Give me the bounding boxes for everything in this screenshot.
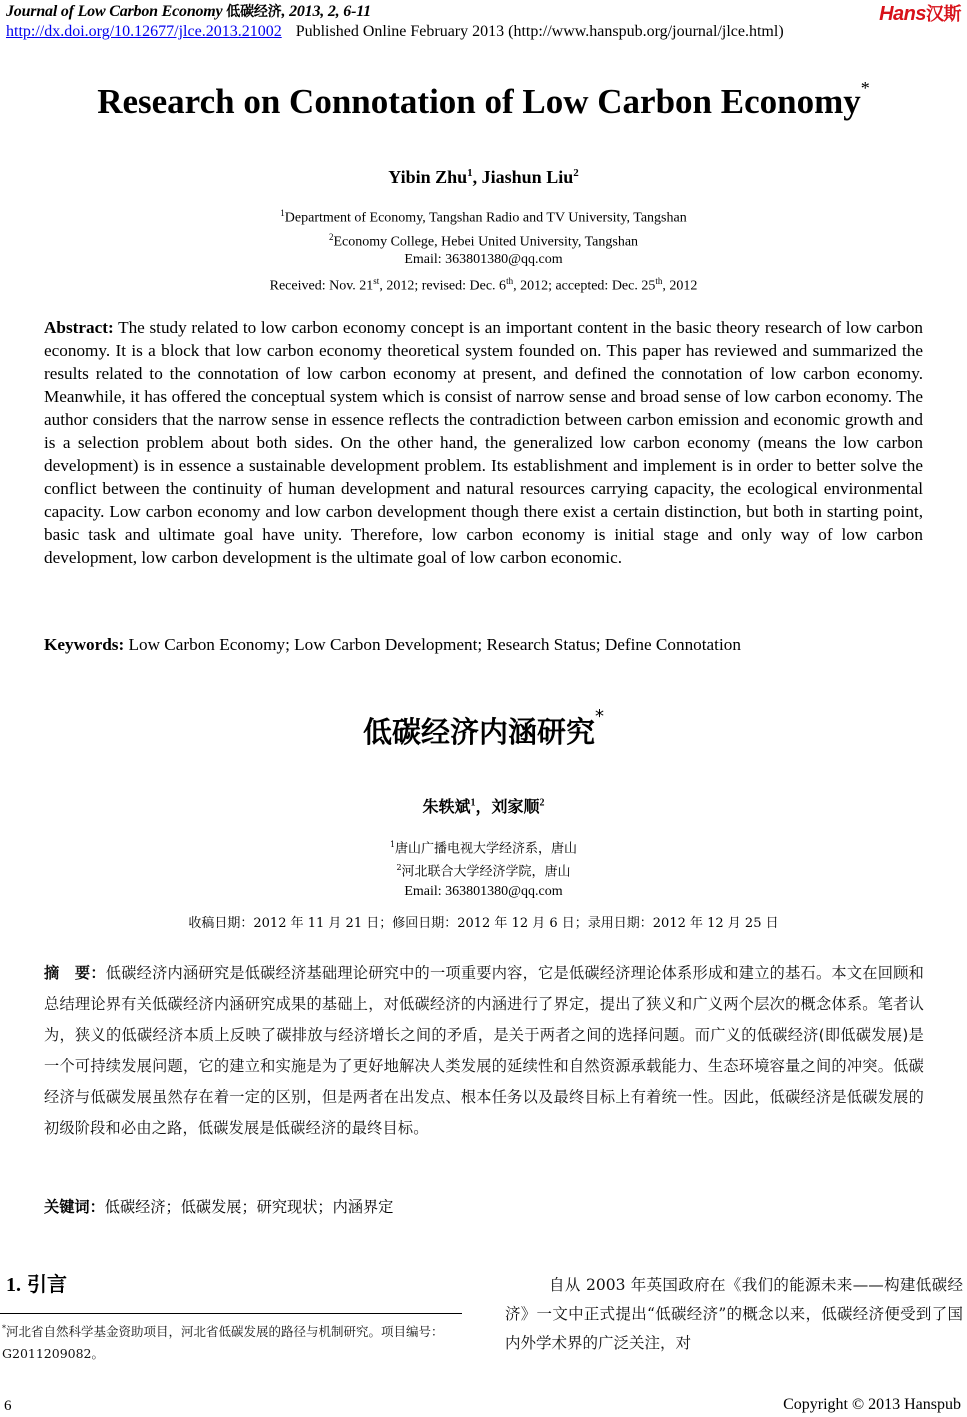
body-column [505, 1271, 963, 1358]
author-name: 刘家顺 [491, 797, 540, 816]
author-affiliation-mark: 1 [470, 797, 476, 809]
author-affiliation-mark: 1 [467, 167, 473, 179]
section-title: 引言 [27, 1272, 67, 1296]
footnote-divider [0, 1313, 462, 1314]
journal-header [6, 1, 371, 21]
english-keywords [44, 635, 741, 655]
hans-logo [879, 0, 961, 26]
body-paragraph: 自从 2003 年英国政府在《我们的能源未来——构建低碳经济》一文中正式提出“低碳经济”的概念以来，低碳经济便受到了国内外学术界的广泛关注，对 [505, 1276, 963, 1352]
published-online: Published Online February 2013 (http://www.hanspub.org/journal/jlce.html) [295, 23, 784, 40]
ordinal-suffix: st [373, 276, 380, 286]
footnote [2, 1318, 464, 1365]
english-title [0, 78, 967, 122]
revised-date: , 2012; revised: Dec. 6 [379, 278, 507, 294]
author-name: Yibin Zhu [388, 167, 468, 187]
affiliation-text: Economy College, Hebei United University, Tangshan [333, 234, 639, 250]
section-heading [6, 1268, 67, 1297]
author-separator: , [472, 167, 482, 187]
english-dates [0, 276, 967, 295]
keywords-text: Low Carbon Economy; Low Carbon Development; Research Status; Define Connotation [128, 635, 741, 654]
accepted-year: , 2012 [662, 278, 698, 294]
chinese-authors [0, 794, 967, 817]
abstract-label: Abstract: [44, 318, 114, 337]
ordinal-suffix: th [506, 276, 514, 286]
english-title-text: Research on Connotation of Low Carbon Economy [97, 82, 861, 121]
page-number: 6 [4, 1398, 12, 1414]
affiliation-number: 1 [280, 208, 285, 218]
english-authors [0, 167, 967, 188]
chinese-dates: 收稿日期：2012 年 11 月 21 日；修回日期：2012 年 12 月 6 日；录用日期：2012 年 12 月 25 日 [188, 916, 779, 931]
author-name: Jiashun Liu [481, 167, 574, 187]
doi-link[interactable]: http://dx.doi.org/10.12677/jlce.2013.21002 [6, 23, 282, 40]
chinese-abstract [44, 958, 924, 1144]
affiliation-line [0, 835, 967, 858]
affiliation-line [0, 228, 967, 252]
affiliation-line [0, 204, 967, 228]
affiliation-text: Department of Economy, Tangshan Radio and TV University, Tangshan [284, 210, 687, 226]
title-footnote-mark: * [595, 706, 604, 727]
affiliation-text: 唐山广播电视大学经济系，唐山 [395, 841, 578, 857]
copyright: Copyright © 2013 Hanspub [783, 1396, 961, 1413]
ordinal-suffix: th [655, 276, 663, 286]
chinese-title [0, 706, 967, 751]
english-affiliations [0, 204, 967, 269]
author-affiliation-mark: 2 [573, 167, 579, 179]
chinese-title-text: 低碳经济内涵研究 [362, 715, 595, 749]
keywords-label: Keywords: [44, 635, 125, 654]
author-name: 朱轶斌 [422, 797, 471, 816]
affiliation-number: 1 [389, 840, 396, 849]
received-date: Received: Nov. 21 [269, 278, 374, 294]
keywords-label: 关键词： [44, 1198, 105, 1216]
footnote-text: 河北省自然科学基金资助项目，河北省低碳发展的路径与机制研究。项目编号：G2011209082。 [2, 1324, 444, 1362]
footnote-mark: * [2, 1324, 6, 1333]
journal-citation: , 2013, 2, 6-11 [281, 3, 371, 20]
accepted-date: , 2012; accepted: Dec. 25 [513, 278, 656, 294]
abstract-text: 低碳经济内涵研究是低碳经济基础理论研究中的一项重要内容，它是低碳经济理论体系形成和建立的基石。本文在回顾和总结理论界有关低碳经济内涵研究成果的基础上，对低碳经济的内涵进行了界定，提出了狭义和广义两个层次的概念体系。笔者认为，狭义的低碳经济本质上反映了碳排放与经济增长之间的矛盾，是关于两者之间的选择问题。而广义的低碳经济(即低碳发展)是一个可持续发展问题，它的建立和实施是为了更好地解决人类发展的延续性和自然资源承载能力、生态环境容量之间的冲突。低碳经济与低碳发展虽然存在着一定的区别，但是两者在出发点、根本任务以及最终目标上有着统一性。因此，低碳经济是低碳发展的初级阶段和必由之路，低碳发展是低碳经济的最终目标。 [44, 964, 924, 1137]
logo-text-cn: 汉斯 [926, 4, 961, 25]
chinese-keywords [44, 1196, 393, 1217]
email: Email: 363801380@qq.com [404, 252, 563, 268]
affiliation-text: 河北联合大学经济学院，唐山 [401, 864, 571, 880]
chinese-affiliations [0, 835, 967, 901]
journal-name-cn: 低碳经济 [226, 4, 282, 20]
abstract-text: The study related to low carbon economy concept is an important content in the basic theory research of low carbon economy. It is a block that low carbon economy theoretical system founded on. This paper has reviewed and summarized the results related to the connotation of low carbon economy at present, and defined the connotation of low carbon economy. Meanwhile, it has offered the conceptual system which is consist of narrow sense and broad sense of low carbon economy. The author considers that the narrow sense in essence reflects the contradiction between carbon emission and economic growth and is a selection problem about both sides. On the other hand, the generalized low carbon economy (means the low carbon development) is in essence a sustainable development problem. Its establishment and implement is in order to better solve the conflict between the continuity of human development and natural resources carrying capacity, the ecological environmental capacity. Low carbon economy and low carbon development though there exist a certain distinction, but both in starting point, basic task and ultimate goal have unity. Therefore, low carbon economy is initial stage and only way of low carbon development, low carbon development is the ultimate goal of low carbon economic. [44, 318, 924, 567]
keywords-text: 低碳经济；低碳发展；研究现状；内涵界定 [104, 1198, 394, 1216]
email: Email: 363801380@qq.com [404, 883, 563, 899]
author-affiliation-mark: 2 [539, 797, 545, 809]
affiliation-number: 2 [396, 863, 402, 873]
english-abstract [44, 316, 923, 569]
title-footnote-mark: * [860, 78, 870, 98]
publication-info [6, 23, 784, 41]
abstract-label: 摘 要： [44, 964, 106, 982]
affiliation-line [0, 858, 967, 881]
logo-text: Hans [879, 3, 926, 25]
journal-name: Journal of Low Carbon Economy [6, 3, 223, 20]
section-number: 1. [6, 1274, 21, 1296]
affiliation-number: 2 [328, 231, 334, 242]
author-separator: ， [475, 797, 492, 816]
